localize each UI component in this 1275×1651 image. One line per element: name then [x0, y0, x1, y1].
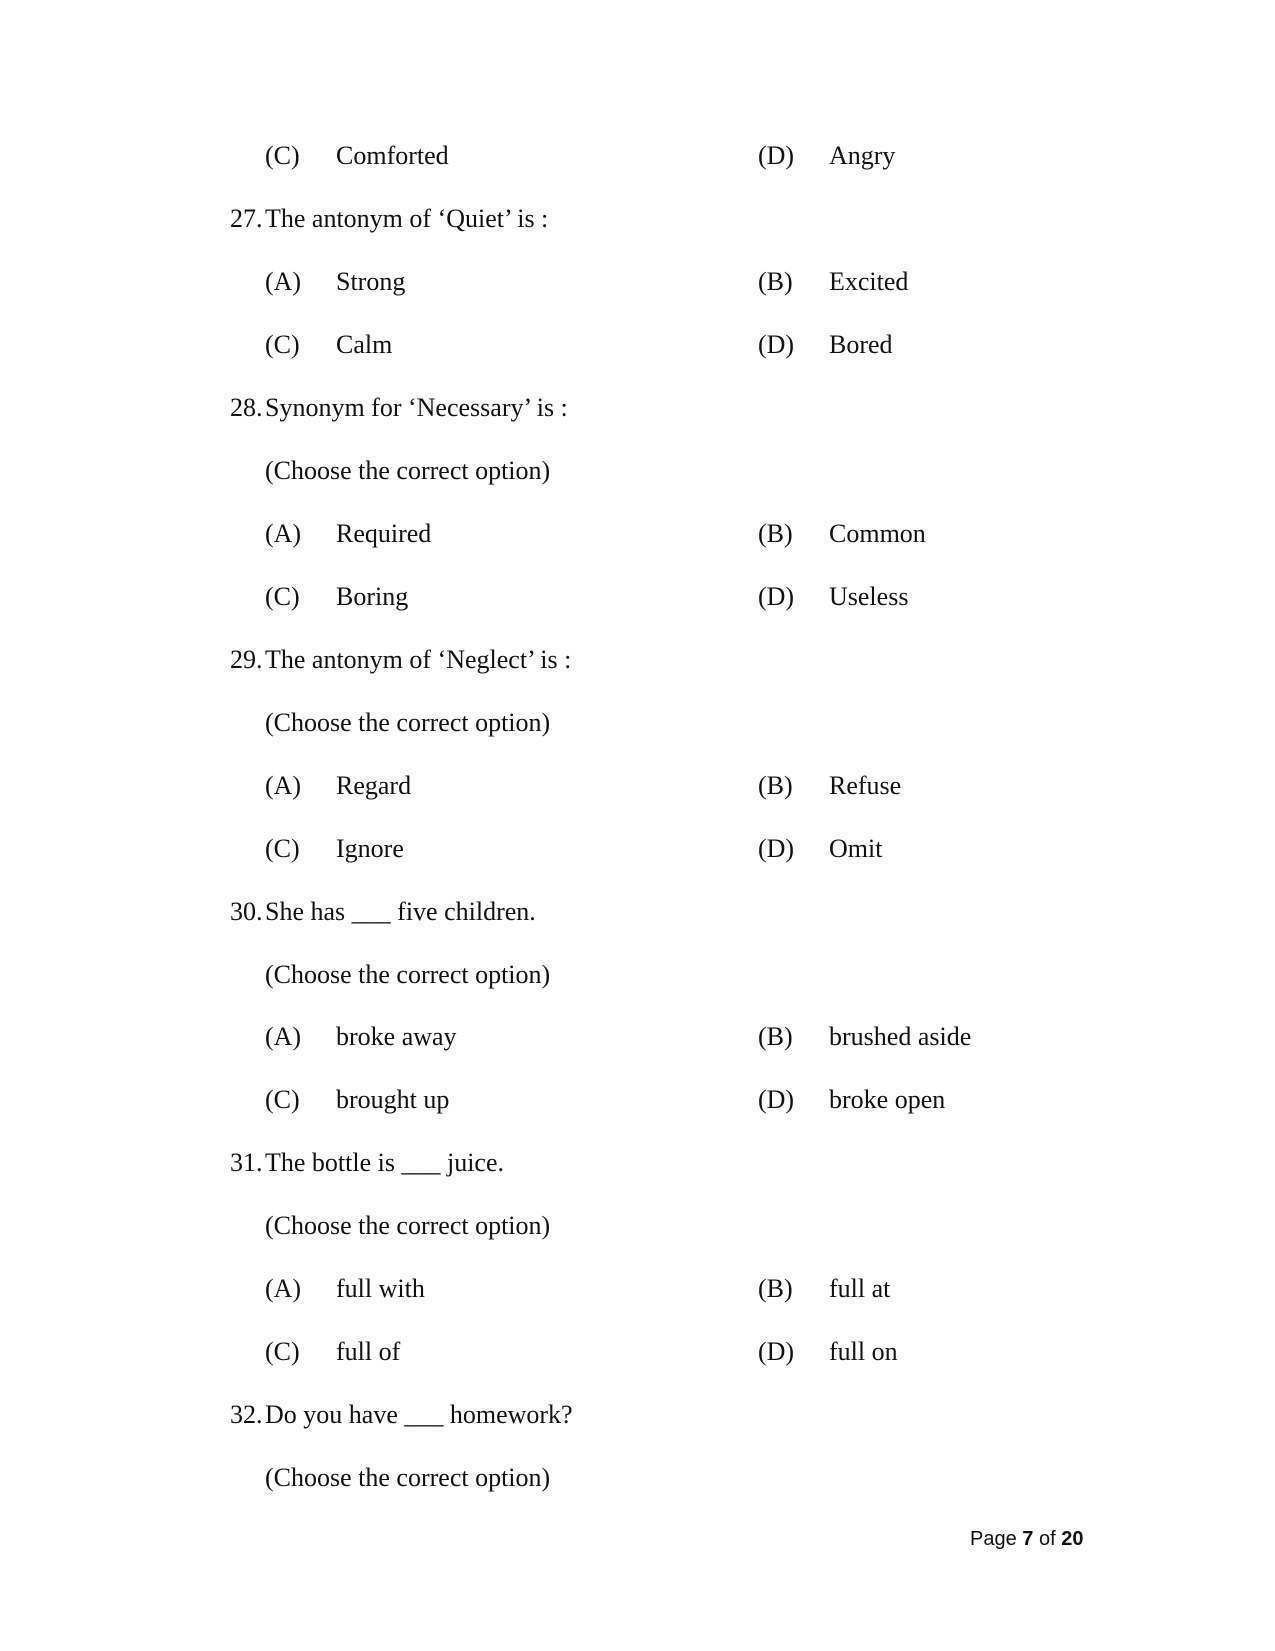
option-label: (C) — [265, 582, 300, 611]
option-label: (A) — [265, 519, 302, 548]
option-text: Bored — [829, 330, 893, 359]
option-text: Excited — [829, 267, 909, 296]
option-label: (D) — [758, 141, 795, 170]
question-instruction — [0, 1458, 1275, 1498]
option-label: (A) — [265, 1274, 302, 1303]
option-text: Ignore — [336, 834, 404, 863]
option-text: Omit — [829, 834, 883, 863]
option-label: (D) — [758, 1337, 795, 1366]
option-text: broke away — [336, 1022, 457, 1051]
page-number-footer — [970, 1525, 1083, 1553]
question-text: Do you have ___ homework? — [265, 1400, 573, 1429]
option-label: (C) — [265, 1337, 300, 1366]
question-32 — [0, 1395, 1275, 1435]
option-text: Regard — [336, 771, 412, 800]
option-text: Strong — [336, 267, 406, 296]
question-30 — [0, 892, 1275, 932]
instruction-text: (Choose the correct option) — [265, 708, 551, 737]
page-current: 7 — [1022, 1528, 1034, 1550]
option-text: Required — [336, 519, 432, 548]
option-row — [0, 766, 1275, 806]
option-label: (A) — [265, 1022, 302, 1051]
option-label: (C) — [265, 834, 300, 863]
option-text: Boring — [336, 582, 409, 611]
page-separator: of — [1038, 1528, 1056, 1550]
question-27 — [0, 199, 1275, 239]
option-label: (D) — [758, 582, 795, 611]
option-text: Comforted — [336, 141, 449, 170]
option-text: Angry — [829, 141, 896, 170]
option-text: brushed aside — [829, 1022, 972, 1051]
option-row-carryover — [0, 136, 1275, 176]
question-number: 29. — [230, 645, 263, 674]
option-text: Useless — [829, 582, 909, 611]
instruction-text: (Choose the correct option) — [265, 960, 551, 989]
question-text: Synonym for ‘Necessary’ is : — [265, 393, 568, 422]
option-text: full on — [829, 1337, 898, 1366]
option-row — [0, 1080, 1275, 1120]
option-row — [0, 577, 1275, 617]
option-row — [0, 829, 1275, 869]
instruction-text: (Choose the correct option) — [265, 456, 551, 485]
page-prefix: Page — [970, 1528, 1017, 1550]
option-label: (B) — [758, 771, 793, 800]
option-text: full with — [336, 1274, 425, 1303]
option-label: (C) — [265, 330, 300, 359]
question-text: The antonym of ‘Quiet’ is : — [265, 204, 549, 233]
option-row — [0, 1269, 1275, 1309]
option-label: (A) — [265, 267, 302, 296]
option-text: brought up — [336, 1085, 450, 1114]
option-text: Calm — [336, 330, 393, 359]
question-28 — [0, 388, 1275, 428]
option-label: (C) — [265, 141, 300, 170]
instruction-text: (Choose the correct option) — [265, 1463, 551, 1492]
option-row — [0, 262, 1275, 302]
question-instruction — [0, 451, 1275, 491]
option-label: (B) — [758, 1022, 793, 1051]
question-instruction — [0, 1206, 1275, 1246]
page-total: 20 — [1061, 1528, 1084, 1550]
option-label: (D) — [758, 330, 795, 359]
question-number: 30. — [230, 897, 263, 926]
option-label: (A) — [265, 771, 302, 800]
question-number: 31. — [230, 1148, 263, 1177]
question-text: The bottle is ___ juice. — [265, 1148, 505, 1177]
option-text: Refuse — [829, 771, 902, 800]
option-text: full of — [336, 1337, 401, 1366]
option-label: (B) — [758, 519, 793, 548]
option-row — [0, 514, 1275, 554]
question-text: The antonym of ‘Neglect’ is : — [265, 645, 572, 674]
option-text: broke open — [829, 1085, 946, 1114]
option-label: (D) — [758, 1085, 795, 1114]
question-number: 32. — [230, 1400, 263, 1429]
option-text: full at — [829, 1274, 891, 1303]
option-label: (B) — [758, 1274, 793, 1303]
question-number: 28. — [230, 393, 263, 422]
question-instruction — [0, 703, 1275, 743]
option-row — [0, 1332, 1275, 1372]
question-text: She has ___ five children. — [265, 897, 536, 926]
option-label: (B) — [758, 267, 793, 296]
question-instruction — [0, 955, 1275, 995]
question-number: 27. — [230, 204, 263, 233]
option-text: Common — [829, 519, 926, 548]
option-label: (D) — [758, 834, 795, 863]
option-row — [0, 325, 1275, 365]
option-label: (C) — [265, 1085, 300, 1114]
question-31 — [0, 1143, 1275, 1183]
option-row — [0, 1017, 1275, 1057]
instruction-text: (Choose the correct option) — [265, 1211, 551, 1240]
question-29 — [0, 640, 1275, 680]
